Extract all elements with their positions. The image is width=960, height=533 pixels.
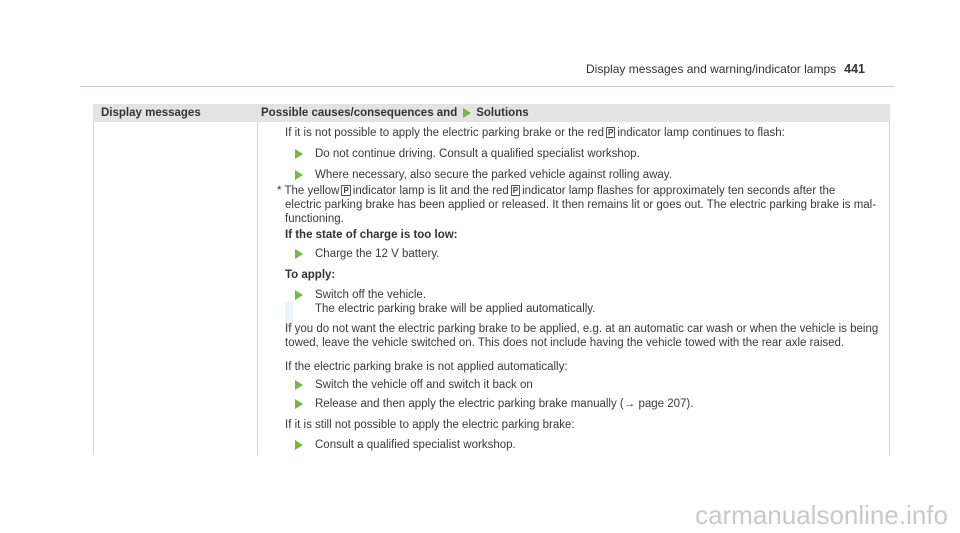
parking-brake-icon: P bbox=[607, 128, 614, 137]
parking-brake-icon: P bbox=[512, 186, 519, 195]
list-item: Consult a qualified specialist workshop. bbox=[295, 438, 516, 452]
heading-charge-low: If the state of charge is too low: bbox=[285, 229, 458, 241]
page-reference-arrow-icon: → bbox=[623, 398, 636, 410]
list-item: Charge the 12 V battery. bbox=[295, 247, 439, 261]
col-header-causes-label: Possible causes/consequences and bbox=[261, 107, 458, 119]
green-arrow-icon bbox=[295, 440, 303, 450]
parking-brake-icon: P bbox=[343, 186, 349, 195]
note-marker: * bbox=[277, 185, 282, 197]
list-item: Switch the vehicle off and switch it back on bbox=[295, 378, 533, 392]
header-divider bbox=[80, 86, 895, 87]
header-title: Display messages and warning/indicator lamps bbox=[586, 62, 837, 76]
list-item: Where necessary, also secure the parked vehicle against rolling away. bbox=[295, 168, 672, 182]
page-header bbox=[0, 62, 865, 76]
list-item: Do not continue driving. Consult a qualified specialist workshop. bbox=[295, 147, 640, 161]
green-arrow-icon bbox=[295, 149, 303, 159]
table-border-right bbox=[889, 122, 890, 455]
col-header-solutions-label: Solutions bbox=[476, 107, 529, 119]
list-item: Release and then apply the electric parking brake manually (→ page 207). bbox=[295, 397, 693, 411]
paragraph-car-wash: If you do not want the electric parking brake to be applied, e.g. at an automatic car wash or when the vehicle is being towed, leave the vehicle switched on. This does not include having the vehicle towed with the rear axle raised. bbox=[285, 323, 879, 349]
page-number: 441 bbox=[844, 62, 865, 76]
green-arrow-icon bbox=[295, 380, 303, 390]
note-malfunction: * The yellow P indicator lamp is lit and the red P indicator lamp flashes for approximately ten seconds after the electric parking brake has been applied or released. It then remains lit or goes out. The electric parking brake is mal- functioning. bbox=[277, 185, 877, 225]
paragraph-apply-failure: If it is not possible to apply the electric parking brake or the red P indicator lamp continues to flash: bbox=[285, 127, 785, 139]
col-header-display-messages: Display messages bbox=[101, 107, 201, 119]
table-header bbox=[93, 104, 890, 122]
green-arrow-icon bbox=[295, 290, 303, 300]
list-item: Switch off the vehicle. The electric parking brake will be applied automatically. bbox=[295, 288, 595, 316]
table-border-left bbox=[93, 122, 94, 455]
green-arrow-icon bbox=[295, 249, 303, 259]
heading-to-apply: To apply: bbox=[285, 269, 336, 281]
green-arrow-icon bbox=[295, 170, 303, 180]
paragraph-not-applied: If the electric parking brake is not applied automatically: bbox=[285, 361, 568, 373]
paragraph-still-not-possible: If it is still not possible to apply the electric parking brake: bbox=[285, 419, 575, 431]
page-reference-link[interactable]: page 207). bbox=[638, 398, 694, 410]
col-header-causes-solutions bbox=[261, 107, 529, 119]
green-arrow-icon bbox=[463, 108, 471, 118]
table-column-divider bbox=[257, 122, 258, 455]
watermark: carmanualsonline.info bbox=[695, 500, 948, 530]
green-arrow-icon bbox=[295, 399, 303, 409]
